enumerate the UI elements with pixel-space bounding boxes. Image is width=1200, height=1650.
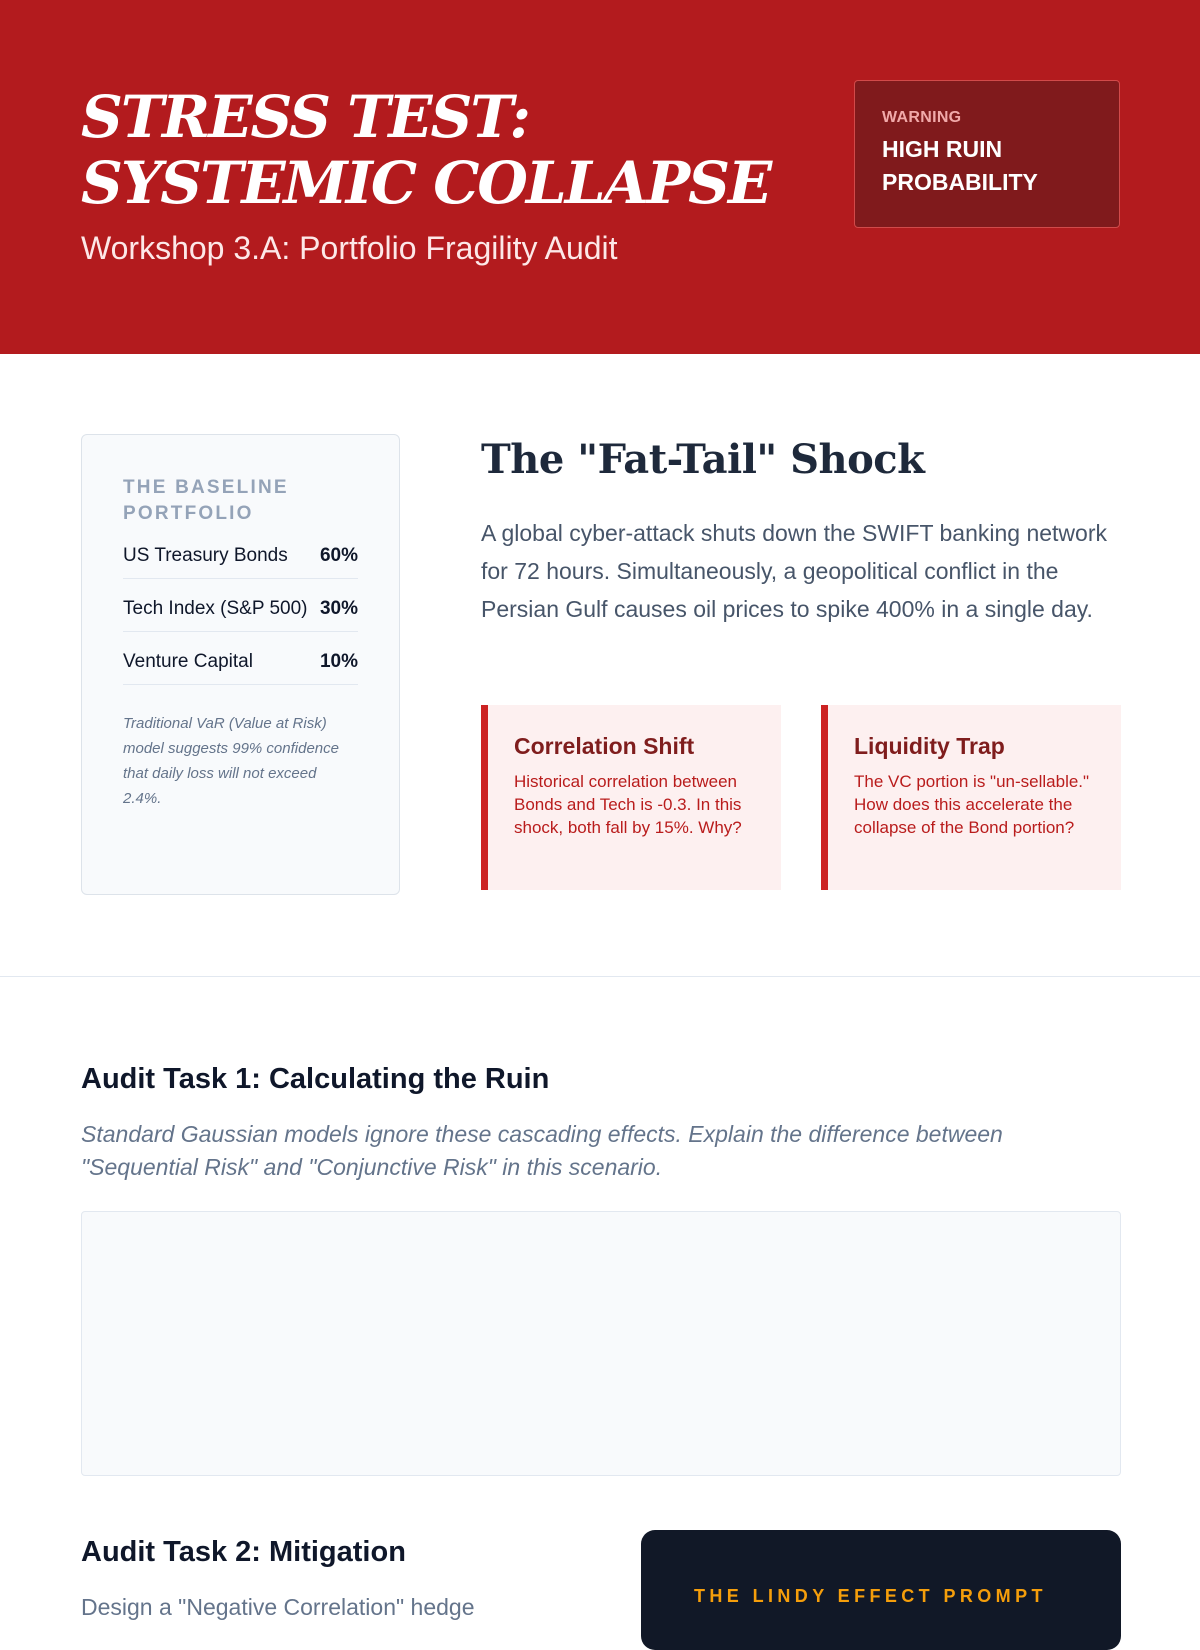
- page-title: STRESS TEST: SYSTEMIC COLLAPSE: [81, 83, 771, 217]
- correlation-shift-box: [481, 705, 781, 890]
- box-text: The VC portion is "un-sellable." How does this accelerate the collapse of the Bond portion?: [854, 772, 1090, 837]
- portfolio-title: THE BASELINE PORTFOLIO: [123, 477, 289, 524]
- hero-banner: [0, 0, 1200, 354]
- shock-description: A global cyber-attack shuts down the SWIFT banking network for 72 hours. Simultaneously, a geopolitical conflict in the Persian Gulf causes oil prices to spike 400% in a single day.: [481, 520, 1107, 622]
- portfolio-row: [123, 649, 358, 685]
- shock-title: The "Fat-Tail" Shock: [481, 436, 925, 483]
- lindy-label: THE LINDY EFFECT PROMPT: [694, 1586, 1047, 1606]
- portfolio-row: [123, 543, 358, 579]
- task1-title: Audit Task 1: Calculating the Ruin: [81, 1063, 550, 1095]
- warning-badge: [854, 80, 1120, 228]
- task1-answer-field[interactable]: [81, 1211, 1121, 1476]
- warning-label: WARNING: [882, 109, 962, 126]
- warning-text: HIGH RUIN PROBABILITY: [882, 136, 1038, 195]
- box-title: Liquidity Trap: [854, 733, 1005, 759]
- section-divider: [0, 976, 1200, 977]
- box-text: Historical correlation between Bonds and Tech is -0.3. In this shock, both fall by 15%. Why?: [514, 772, 742, 837]
- task2-prompt: Design a "Negative Correlation" hedge: [81, 1594, 475, 1620]
- task1-prompt: Standard Gaussian models ignore these cascading effects. Explain the difference between "Sequential Risk" and "Conjunctive Risk" in this scenario.: [81, 1121, 1003, 1180]
- liquidity-trap-box: [821, 705, 1121, 890]
- box-title: Correlation Shift: [514, 733, 695, 759]
- portfolio-item-name: US Treasury Bonds: [123, 545, 288, 566]
- var-note: Traditional VaR (Value at Risk) model suggests 99% confidence that daily loss will not exceed 2.4%.: [123, 715, 339, 807]
- portfolio-item-name: Venture Capital: [123, 651, 253, 672]
- portfolio-item-pct: 10%: [319, 651, 358, 672]
- baseline-portfolio-card: [81, 434, 400, 895]
- task2-title: Audit Task 2: Mitigation: [81, 1536, 406, 1568]
- portfolio-item-pct: 60%: [319, 545, 358, 566]
- page-subtitle: Workshop 3.A: Portfolio Fragility Audit: [81, 230, 618, 266]
- lindy-effect-card: [641, 1530, 1121, 1650]
- portfolio-row: [123, 596, 358, 632]
- portfolio-item-name: Tech Index (S&P 500): [123, 598, 308, 619]
- portfolio-item-pct: 30%: [319, 598, 358, 619]
